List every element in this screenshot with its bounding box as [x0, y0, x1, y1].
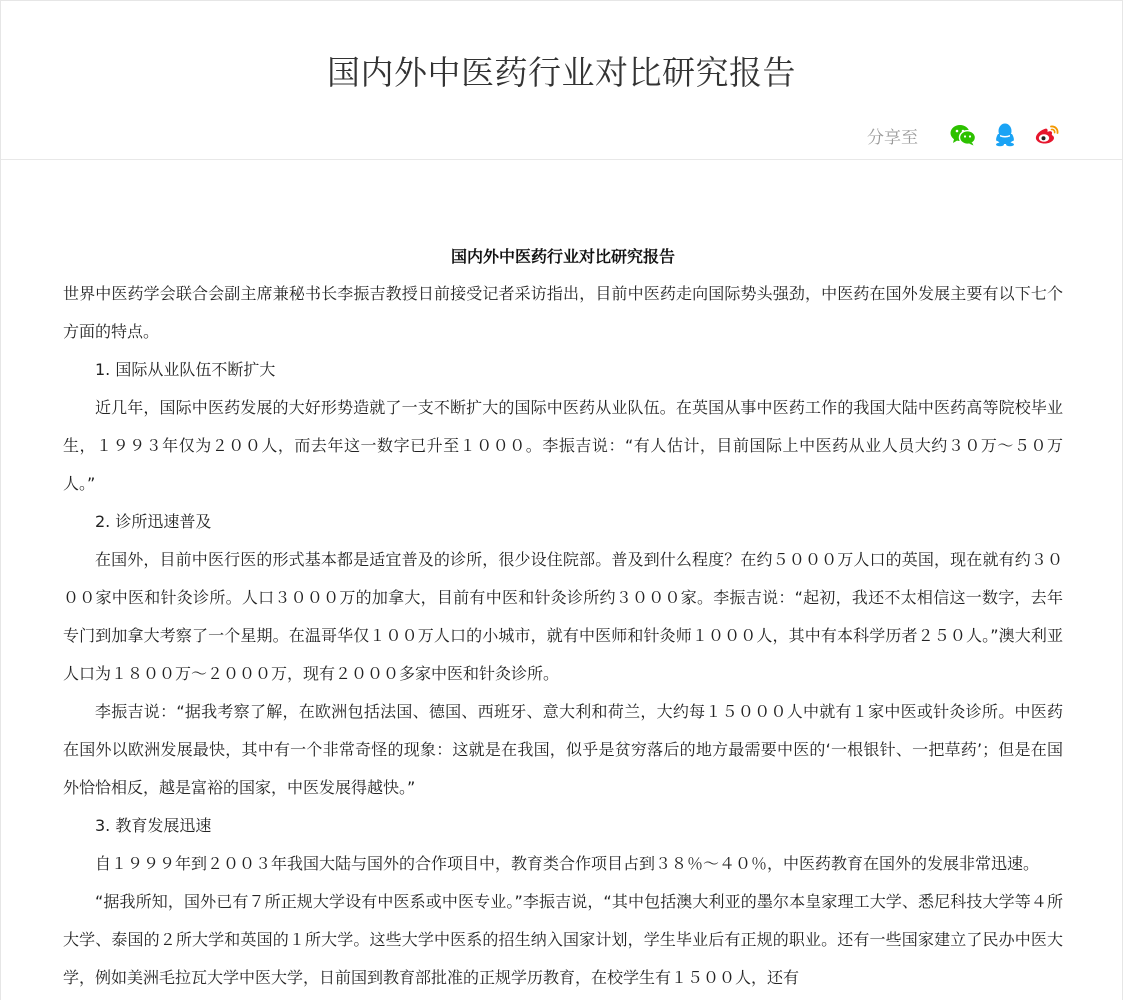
wechat-icon[interactable]	[950, 122, 976, 148]
article-title: 国内外中医药行业对比研究报告	[450, 247, 675, 266]
page-header	[1, 1, 1122, 160]
section-heading: 2. 诊所迅速普及	[95, 512, 212, 531]
share-label: 分享至	[867, 127, 918, 148]
article-paragraph: 李振吉说：“据我考察了解，在欧洲包括法国、德国、西班牙、意大利和荷兰，大约每１５０００人中就有１家中医或针灸诊所。中医药在国外以欧洲发展最快，其中有一个非常奇怪的现象：这就是在我国，似乎是贫穷落后的地方最需要中医的‘一根银针、一把草药’；但是在国外恰恰相反，越是富裕的国家，中医发展得越快。”	[63, 702, 1063, 797]
article-paragraph: “据我所知，国外已有７所正规大学设有中医系或中医专业。”李振吉说，“其中包括澳大利亚的墨尔本皇家理工大学、悉尼科技大学等４所大学、泰国的２所大学和英国的１所大学。这些大学中医系的招生纳入国家计划，学生毕业后有正规的职业。还有一些国家建立了民办中医大学，例如美洲毛拉瓦大学中医大学，日前国到教育部批准的正规学历教育，在校学生有１５００人，还有	[63, 892, 1063, 987]
qq-icon[interactable]	[992, 122, 1018, 148]
share-bar	[867, 119, 1060, 151]
page-title: 国内外中医药行业对比研究报告	[327, 53, 796, 92]
section-heading: 1. 国际从业队伍不断扩大	[95, 360, 276, 379]
section-heading: 3. 教育发展迅速	[95, 816, 212, 835]
article-paragraph: 在国外，目前中医行医的形式基本都是适宜普及的诊所，很少设住院部。普及到什么程度？在约５０００万人口的英国，现在就有约３０００家中医和针灸诊所。人口３０００万的加拿大，目前有中医和针灸诊所约３０００家。李振吉说：“起初，我还不太相信这一数字，去年专门到加拿大考察了一个星期。在温哥华仅１００万人口的小城市，就有中医师和针灸师１０００人，其中有本科学历者２５０人。”澳大利亚人口为１８００万～２０００万，现有２０００多家中医和针灸诊所。	[63, 550, 1063, 683]
article-body	[63, 239, 1063, 997]
intro-paragraph: 世界中医药学会联合会副主席兼秘书长李振吉教授日前接受记者采访指出，目前中医药走向国际势头强劲，中医药在国外发展主要有以下七个方面的特点。	[63, 284, 1063, 341]
weibo-icon[interactable]	[1034, 122, 1060, 148]
article-paragraph: 近几年，国际中医药发展的大好形势造就了一支不断扩大的国际中医药从业队伍。在英国从事中医药工作的我国大陆中医药高等院校毕业生，１９９３年仅为２００人，而去年这一数字已升至１０００。李振吉说：“有人估计，目前国际上中医药从业人员大约３０万～５０万人。”	[63, 398, 1063, 493]
article-paragraph: 自１９９９年到２００３年我国大陆与国外的合作项目中，教育类合作项目占到３８％～４０％，中医药教育在国外的发展非常迅速。	[95, 854, 1040, 873]
